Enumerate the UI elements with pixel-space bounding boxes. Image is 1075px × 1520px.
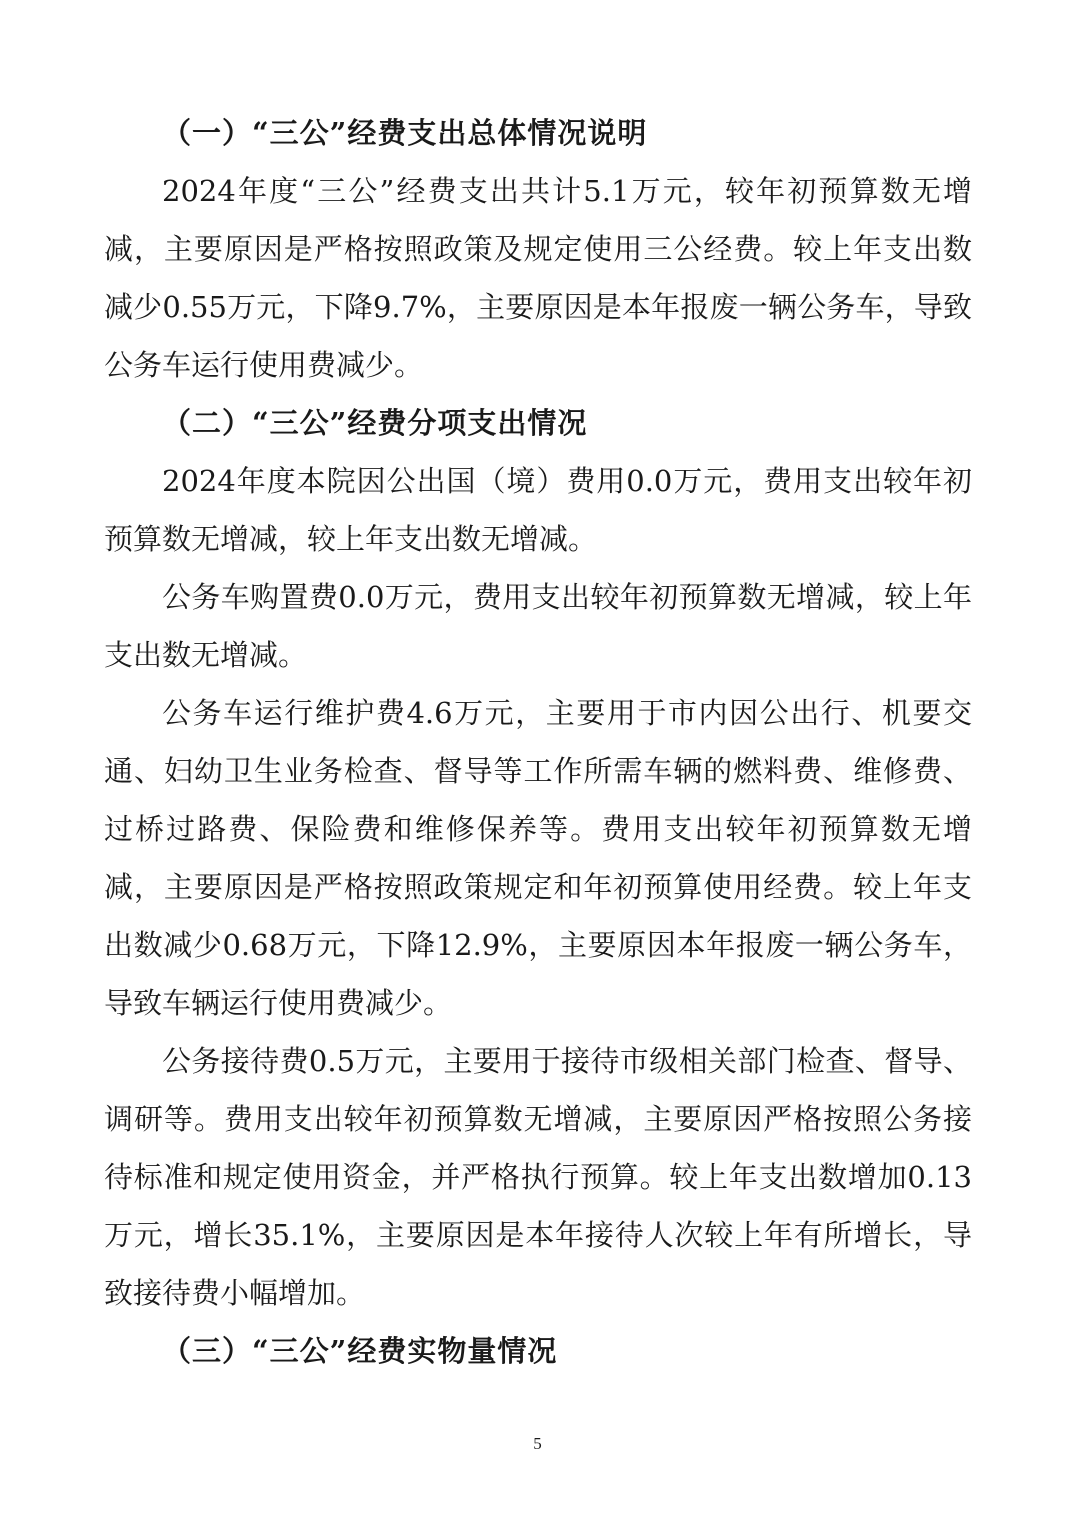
section-heading-3: （三）“三公”经费实物量情况 xyxy=(162,1334,558,1368)
section-heading-1: （一）“三公”经费支出总体情况说明 xyxy=(162,116,648,150)
paragraph-vehicle-purchase: 公务车购置费0.0万元，费用支出较年初预算数无增减，较上年支出数无增减。 xyxy=(104,580,972,672)
paragraph-vehicle-operation: 公务车运行维护费4.6万元，主要用于市内因公出行、机要交通、妇幼卫生业务检查、督导等工作所需车辆的燃料费、维修费、过桥过路费、保险费和维修保养等。费用支出较年初预算数无增减，主要原因是严格按照政策规定和年初预算使用经费。较上年支出数减少0.68万元，下降12.9%，主要原因本年报废一辆公务车，导致车辆运行使用费减少。 xyxy=(104,696,972,1020)
paragraph-reception: 公务接待费0.5万元，主要用于接待市级相关部门检查、督导、调研等。费用支出较年初预算数无增减，主要原因严格按照公务接待标准和规定使用资金，并严格执行预算。较上年支出数增加0.13万元，增长35.1%，主要原因是本年接待人次较上年有所增长，导致接待费小幅增加。 xyxy=(104,1044,972,1310)
paragraph-overseas-travel: 2024年度本院因公出国（境）费用0.0万元，费用支出较年初预算数无增减，较上年支出数无增减。 xyxy=(104,464,972,556)
document-page xyxy=(104,104,972,1380)
page-number: 5 xyxy=(533,1434,542,1453)
section-heading-2: （二）“三公”经费分项支出情况 xyxy=(162,406,588,440)
paragraph-overall: 2024年度“三公”经费支出共计5.1万元，较年初预算数无增减，主要原因是严格按照政策及规定使用三公经费。较上年支出数减少0.55万元，下降9.7%，主要原因是本年报废一辆公务车，导致公务车运行使用费减少。 xyxy=(104,174,972,382)
